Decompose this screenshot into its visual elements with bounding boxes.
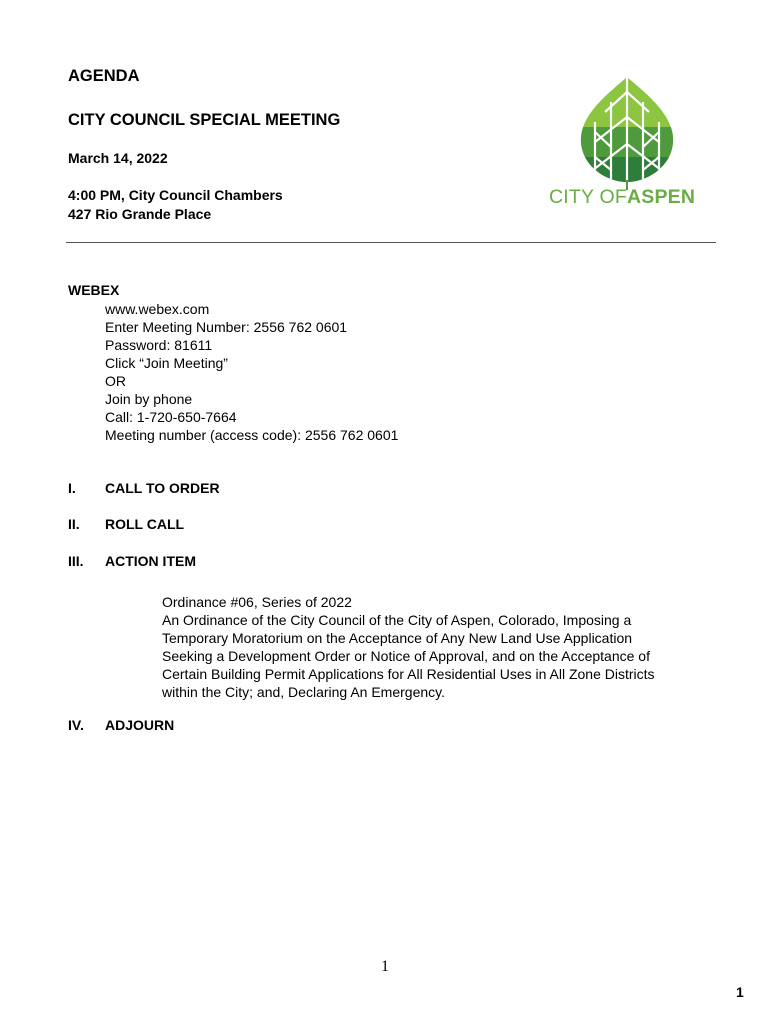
webex-access-code: Meeting number (access code): 2556 762 0601 [105,427,399,443]
page-number-center: 1 [381,958,389,975]
webex-join-instruction: Click “Join Meeting” [105,355,228,371]
ordinance-line: An Ordinance of the City Council of the City of Aspen, Colorado, Imposing a [162,612,632,628]
logo-aspen: ASPEN [626,186,696,208]
meeting-date: March 14, 2022 [68,150,168,166]
item-number: II. [68,516,80,532]
webex-or: OR [105,373,126,389]
webex-url: www.webex.com [105,301,210,317]
ordinance-line: Temporary Moratorium on the Acceptance of Any New Land Use Application [162,630,633,646]
ordinance-line: Seeking a Development Order or Notice of Approval, and on the Acceptance of [162,648,650,664]
meeting-time-place: 4:00 PM, City Council Chambers [68,187,283,203]
agenda-heading: AGENDA [68,67,140,85]
webex-details [105,300,398,444]
item-label: CALL TO ORDER [105,480,220,496]
ordinance-line: Ordinance #06, Series of 2022 [162,594,352,610]
webex-join-by-phone: Join by phone [105,391,193,407]
webex-password: Password: 81611 [105,337,213,353]
meeting-address: 427 Rio Grande Place [68,206,212,222]
item-number: I. [68,480,76,496]
ordinance-line: within the City; and, Declaring An Emergency. [162,684,445,700]
logo-city-of: CITY OF [549,186,627,208]
meeting-title: CITY COUNCIL SPECIAL MEETING [68,111,341,129]
item-number: IV. [68,717,84,733]
webex-heading: WEBEX [68,282,120,298]
item-label: ROLL CALL [105,516,185,532]
header-divider [66,242,716,243]
page-number-right: 1 [736,984,744,1000]
webex-meeting-number: Enter Meeting Number: 2556 762 0601 [105,319,348,335]
webex-call-number: Call: 1-720-650-7664 [105,409,237,425]
item-label: ADJOURN [105,717,175,733]
item-number: III. [68,553,84,569]
ordinance-line: Certain Building Permit Applications for All Residential Uses in All Zone Districts [162,666,655,682]
item-label: ACTION ITEM [105,553,196,569]
logo-wordmark [549,186,695,209]
ordinance-description [162,593,702,701]
